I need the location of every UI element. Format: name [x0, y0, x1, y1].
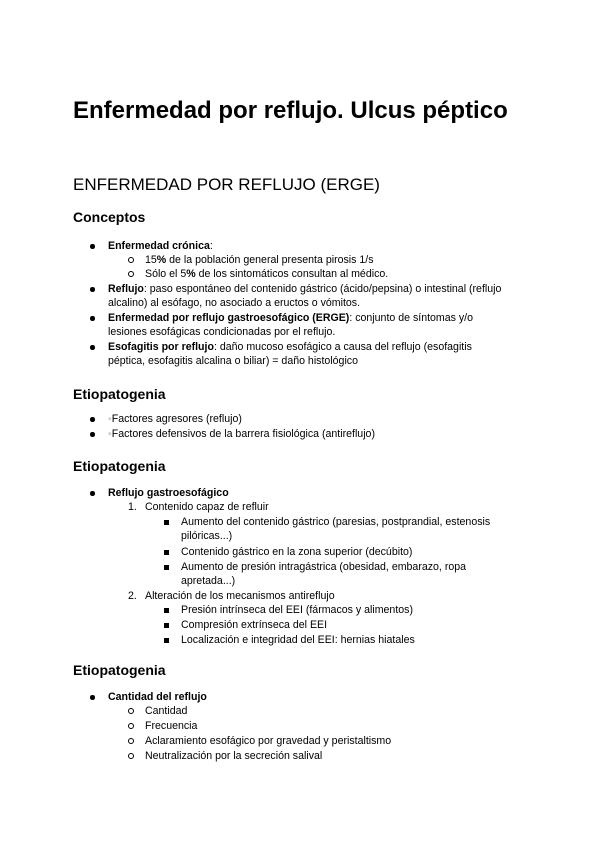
sub-item-sintomaticos: Sólo el 5% de los sintomáticos consultan al médico. [145, 268, 389, 280]
list-item-reflujo-gastroesofagico: Reflujo gastroesofágico [108, 487, 229, 499]
etiopatogenia-heading-2: Etiopatogenia [73, 458, 166, 474]
list-item-reflujo: Reflujo: paso espontáneo del contenido gástrico (ácido/pepsina) o intestinal (reflujo [108, 283, 502, 295]
list-item-cantidad-reflujo: Cantidad del reflujo [108, 691, 207, 703]
sub-item-cantidad: Cantidad [145, 705, 188, 717]
sub-item-poblacion: 15% de la población general presenta pirosis 1/s [145, 254, 374, 266]
sub-item-frecuencia: Frecuencia [145, 720, 198, 732]
etiopatogenia-heading-1: Etiopatogenia [73, 386, 166, 402]
sub-item-aclaramiento: Aclaramiento esofágico por gravedad y peristaltismo [145, 735, 392, 747]
numbered-marker-2: 2. [128, 590, 137, 602]
list-item-enfermedad-cronica: Enfermedad crónica: [108, 240, 213, 252]
numbered-item-contenido: Contenido capaz de refluir [145, 501, 269, 513]
sub-item-presion-intragastrica-cont: apretada...) [181, 575, 236, 587]
conceptos-heading: Conceptos [73, 209, 146, 225]
list-item-esofagitis-cont: péptica, esofagitis alcalina o biliar) = daño histológico [108, 355, 358, 367]
list-item-erge-cont: lesiones esofágicas condicionadas por el reflujo. [108, 326, 336, 338]
list-item-factores-defensivos: ◦Factores defensivos de la barrera fisiológica (antireflujo) [108, 428, 375, 440]
list-item-factores-agresores: ◦Factores agresores (reflujo) [108, 413, 242, 425]
sub-item-aumento-contenido: Aumento del contenido gástrico (paresias, postprandial, estenosis [181, 516, 491, 528]
list-item-erge: Enfermedad por reflujo gastroesofágico (ERGE): conjunto de síntomas y/o [108, 312, 474, 324]
sub-item-presion-intragastrica: Aumento de presión intragástrica (obesidad, embarazo, ropa [181, 561, 467, 573]
list-item-esofagitis: Esofagitis por reflujo: daño mucoso esofágico a causa del reflujo (esofagitis [108, 341, 472, 353]
etiopatogenia-heading-3: Etiopatogenia [73, 662, 166, 678]
sub-item-compresion-extrinseca: Compresión extrínseca del EEI [181, 619, 328, 631]
page-title: Enfermedad por reflujo. Ulcus péptico [73, 97, 508, 124]
sub-item-aumento-contenido-cont: pilóricas...) [181, 530, 233, 542]
sub-item-presion-intrinseca: Presión intrínseca del EEI (fármacos y alimentos) [181, 604, 413, 616]
section-heading: ENFERMEDAD POR REFLUJO (ERGE) [73, 175, 380, 194]
numbered-marker-1: 1. [128, 501, 137, 513]
list-item-reflujo-cont: alcalino) al esófago, no asociado a eructos o vómitos. [108, 297, 361, 309]
sub-item-zona-superior: Contenido gástrico en la zona superior (decúbito) [181, 546, 413, 558]
sub-item-neutralizacion: Neutralización por la secreción salival [145, 750, 323, 762]
numbered-item-alteracion: Alteración de los mecanismos antireflujo [145, 590, 335, 602]
sub-item-localizacion: Localización e integridad del EEI: hernias hiatales [181, 634, 415, 646]
